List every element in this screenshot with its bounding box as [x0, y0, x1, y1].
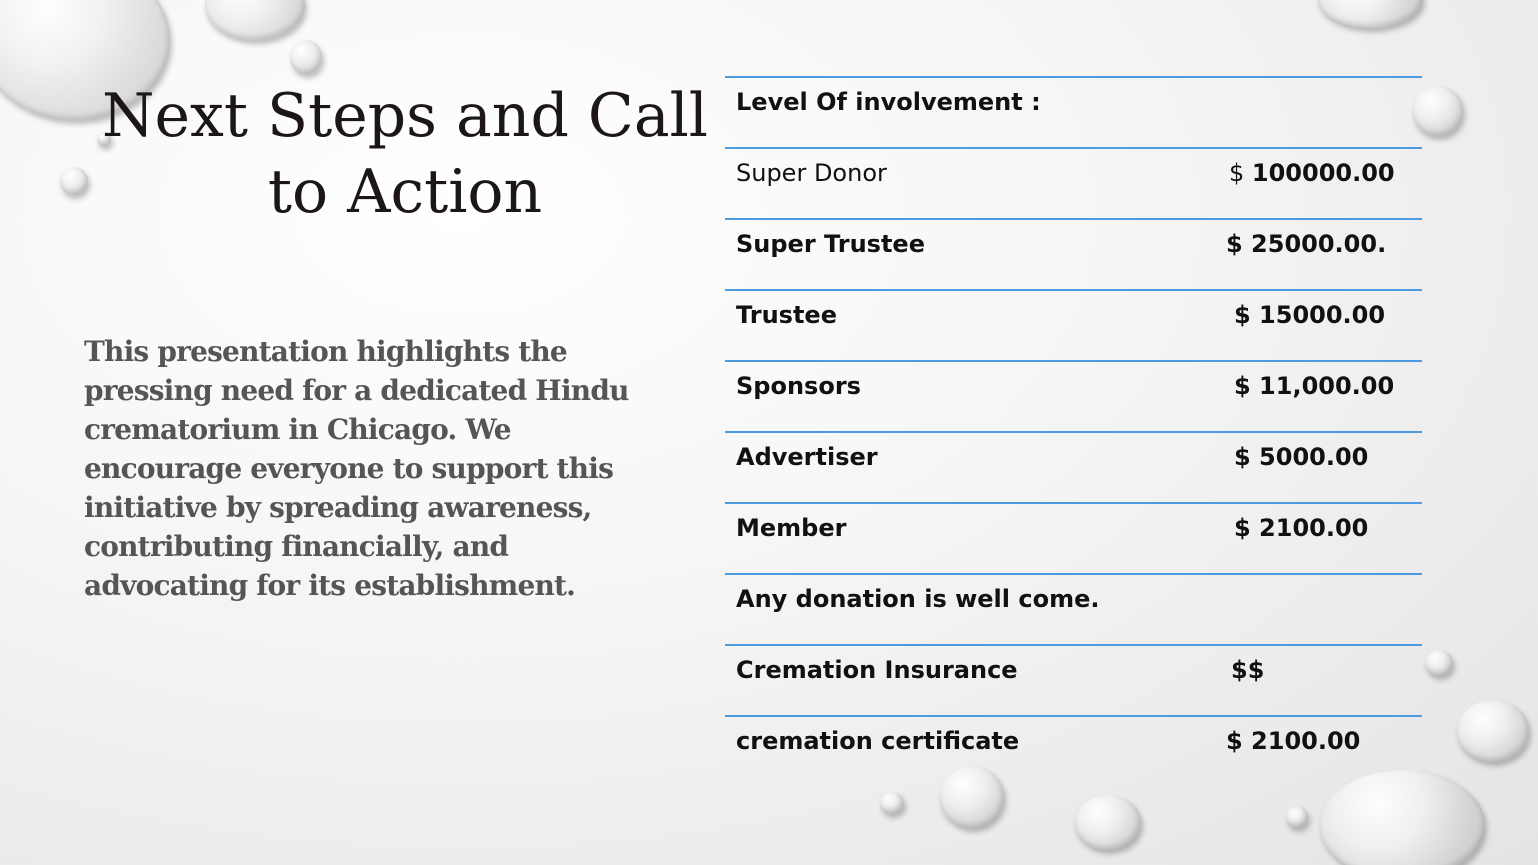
water-drop-icon	[1075, 795, 1141, 850]
row-label: Any donation is well come.	[736, 585, 1100, 613]
row-amount: $ 15000.00	[1234, 301, 1386, 329]
slide-title: Next Steps and Call to Action	[102, 81, 708, 227]
water-drop-icon	[205, 0, 305, 40]
table-row-advertiser	[725, 433, 1422, 504]
row-amount: $ 2100.00	[1226, 727, 1361, 755]
row-label: Super Donor	[736, 159, 887, 187]
row-amount: $ 25000.00.	[1226, 230, 1387, 258]
table-row-member	[725, 504, 1422, 575]
table-header-row	[725, 78, 1422, 149]
water-drop-icon	[880, 792, 904, 814]
table-row-super-trustee	[725, 220, 1422, 291]
row-amount: $ 11,000.00	[1234, 372, 1395, 400]
row-amount: $$	[1231, 656, 1265, 684]
table-row-sponsors	[725, 362, 1422, 433]
row-label: Super Trustee	[736, 230, 925, 258]
water-drop-icon	[1425, 650, 1453, 676]
row-label: Advertiser	[736, 443, 878, 471]
water-drop-icon	[1457, 700, 1529, 762]
slide-body-text: This presentation highlights the pressing need for a dedicated Hindu crematorium in Chicago. We encourage everyone to support this initiative by spreading awareness, contributing financially, and advocating for its establishment.	[84, 335, 629, 602]
water-drop-icon	[1318, 0, 1423, 28]
row-label: Sponsors	[736, 372, 861, 400]
row-amount	[1229, 159, 1395, 187]
row-label: cremation certificate	[736, 727, 1020, 755]
table-row-cremation-insurance	[725, 646, 1422, 717]
involvement-table	[725, 76, 1422, 786]
row-amount: $ 2100.00	[1234, 514, 1369, 542]
table-row-cremation-certificate	[725, 717, 1422, 786]
row-amount-prefix: $	[1229, 159, 1252, 187]
table-row-trustee	[725, 291, 1422, 362]
table-row-any-donation	[725, 575, 1422, 646]
table-header-label: Level Of involvement :	[736, 88, 1041, 116]
water-drop-icon	[290, 40, 322, 74]
water-drop-icon	[1286, 806, 1308, 828]
row-label: Trustee	[736, 301, 837, 329]
row-label: Cremation Insurance	[736, 656, 1018, 684]
row-amount-value: 100000.00	[1251, 159, 1395, 187]
water-drop-icon	[60, 167, 88, 195]
table-row-super-donor	[725, 149, 1422, 220]
row-amount: $ 5000.00	[1234, 443, 1369, 471]
row-label: Member	[736, 514, 847, 542]
